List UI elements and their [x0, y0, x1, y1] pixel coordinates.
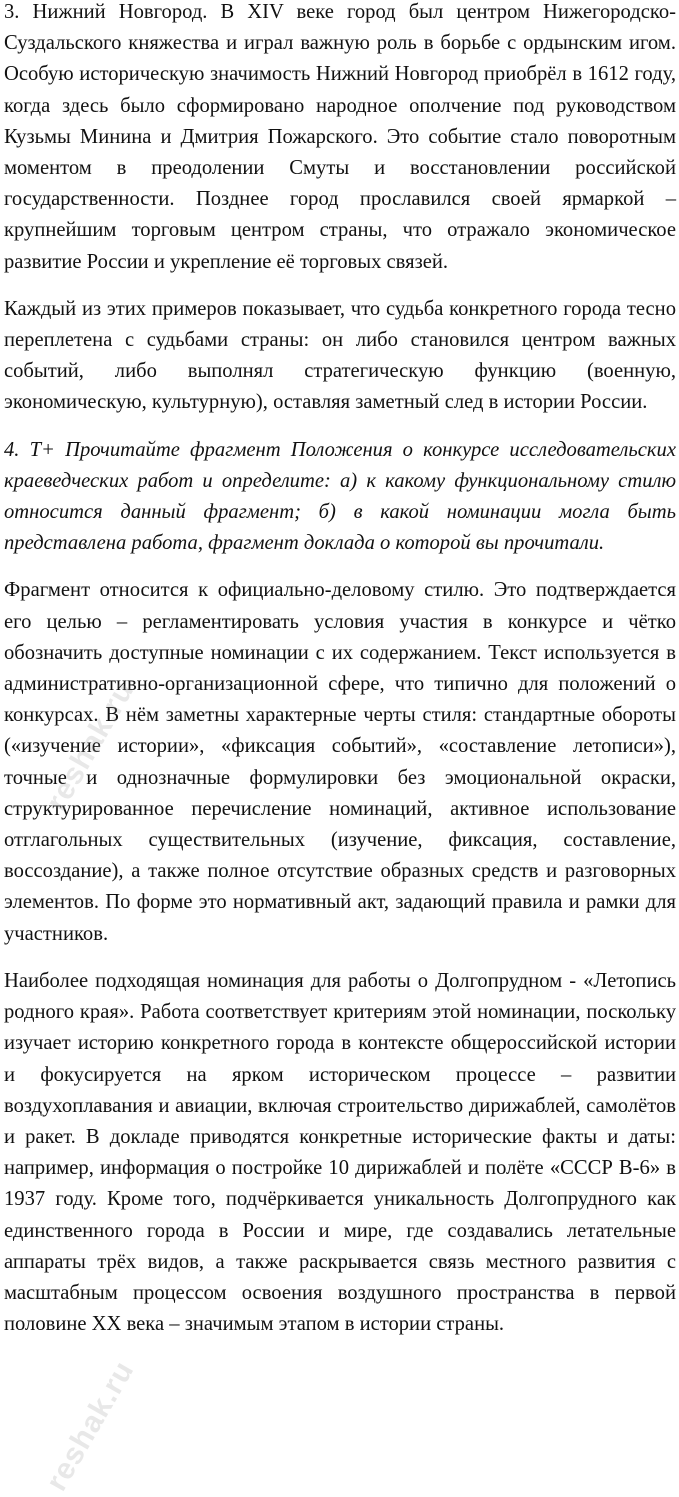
watermark-logo: reshak.ru	[40, 1355, 141, 1497]
paragraph-nizhny-novgorod: 3. Нижний Новгород. В XIV веке город был центром Нижегородско-Суздальского княжества и играл важную роль в борьбе с ордынским игом. Особую историческую значимость Нижний Новгород приобрёл в 1612 году, когда здесь было сформировано народное ополчение под руководством Кузьмы Минина и Дмитрия Пожарского. Это событие стало поворотным моментом в преодолении Смуты и восстановлении российской государственности. Позднее город прославился своей ярмаркой – крупнейшим торговым центром страны, что отражало экономическое развитие России и укрепление её торговых связей.	[4, 1, 676, 273]
paragraph-style-answer: Фрагмент относится к официально-деловому стилю. Это подтверждается его целью – регламентировать условия участия в конкурсе и чётко обозначить доступные номинации с их содержанием. Текст используется в административно-организационной сфере, что типично для положений о конкурсах. В нём заметны характерные черты стиля: стандартные обороты («изучение истории», «фиксация событий», «составление летописи»), точные и однозначные формулировки без эмоциональной окраски, структурированное перечисление номинаций, активное использование отглагольных существительных (изучение, фиксация, составление, воссоздание), а также полное отсутствие образных средств и разговорных элементов. По форме это нормативный акт, задающий правила и рамки для участников.	[4, 579, 676, 945]
document-page	[4, 0, 676, 1356]
paragraph-summary: Каждый из этих примеров показывает, что судьба конкретного города тесно переплетена с судьбами страны: он либо становился центром важных событий, либо выполнял стратегическую функцию (военную, экономическую, культурную), оставляя заметный след в истории России.	[4, 297, 676, 414]
task-4-question: 4. Т+ Прочитайте фрагмент Положения о конкурсе исследовательских краеведческих работ и определите: а) к какому функциональному стилю относится данный фрагмент; б) в какой номинации могла быть представлена работа, фрагмент доклада о которой вы прочитали.	[4, 438, 676, 555]
paragraph-nomination-answer: Наиболее подходящая номинация для работы о Долгопрудном - «Летопись родного края». Работа соответствует критериям этой номинации, поскольку изучает историю конкретного города в контексте общероссийской истории и фокусируется на ярком историческом процессе – развитии воздухоплавания и авиации, включая строительство дирижаблей, самолётов и ракет. В докладе приводятся конкретные исторические факты и даты: например, информация о постройке 10 дирижаблей и полёте «СССР В-6» в 1937 году. Кроме того, подчёркивается уникальность Долгопрудного как единственного города в России и мире, где создавались летательные аппараты трёх видов, а также раскрывается связь местного развития с масштабным процессом освоения воздушного пространства в первой половине XX века – значимым этапом в истории страны.	[4, 969, 676, 1336]
watermark-logo: reshak.ru	[40, 675, 141, 817]
